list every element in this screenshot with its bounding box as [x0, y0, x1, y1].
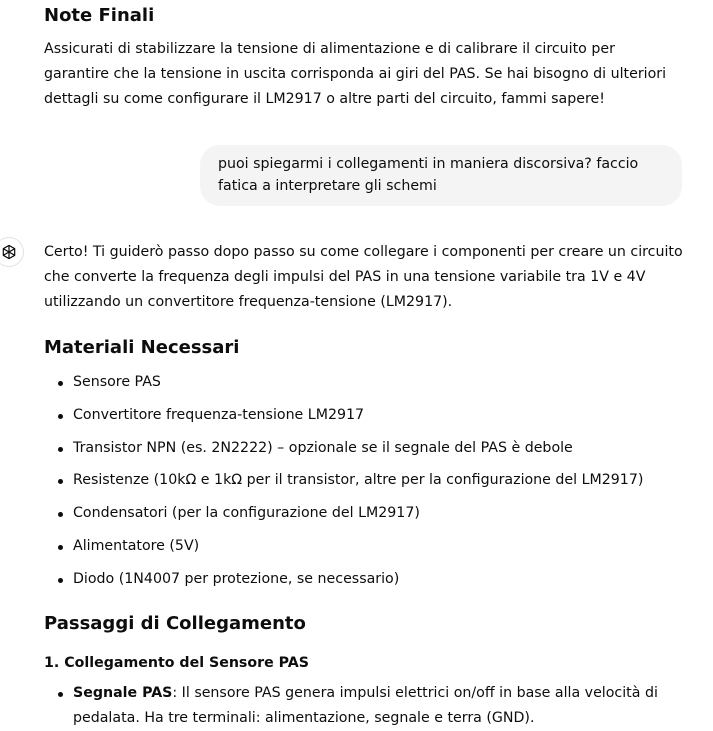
list-item: Resistenze (10kΩ e 1kΩ per il transistor, altre per la configurazione del LM2917) [44, 468, 694, 493]
final-notes-heading: Note Finali [44, 5, 155, 26]
item-label: Segnale PAS [73, 685, 173, 701]
openai-logo-icon [0, 243, 18, 261]
item-text: : Il sensore PAS genera impulsi elettrici on/off in base alla velocità di pedalata. Ha tre terminali: alimentazione, segnale e terra (GND). [73, 685, 658, 726]
final-notes-text: Assicurati di stabilizzare la tensione di alimentazione e di calibrare il circuito per garantire che la tensione in uscita corrisponda ai giri del PAS. Se hai bisogno di ulteriori dettagli su come configurare il LM2917 o altre parti del circuito, fammi sapere! [44, 41, 667, 107]
list-item: Diodo (1N4007 per protezione, se necessario) [44, 567, 694, 592]
step1-list [44, 681, 684, 731]
user-message-bubble [200, 145, 682, 206]
user-message-text: puoi spiegarmi i collegamenti in maniera discorsiva? faccio fatica a interpretare gli schemi [218, 156, 639, 194]
list-item: Sensore PAS [44, 370, 694, 395]
list-item [44, 681, 684, 731]
materials-list [44, 370, 694, 600]
list-item: Transistor NPN (es. 2N2222) – opzionale se il segnale del PAS è debole [44, 436, 694, 461]
steps-heading: Passaggi di Collegamento [44, 613, 306, 634]
list-item: Condensatori (per la configurazione del LM2917) [44, 501, 694, 526]
step1-heading: 1. Collegamento del Sensore PAS [44, 655, 309, 671]
assistant-avatar [0, 237, 24, 267]
materials-heading: Materiali Necessari [44, 337, 240, 358]
assistant-intro: Certo! Ti guiderò passo dopo passo su come collegare i componenti per creare un circuito che converte la frequenza degli impulsi del PAS in una tensione variabile tra 1V e 4V utilizzando un convertitore frequenza-tensione (LM2917). [44, 244, 683, 310]
list-item: Convertitore frequenza-tensione LM2917 [44, 403, 694, 428]
list-item: Alimentatore (5V) [44, 534, 694, 559]
